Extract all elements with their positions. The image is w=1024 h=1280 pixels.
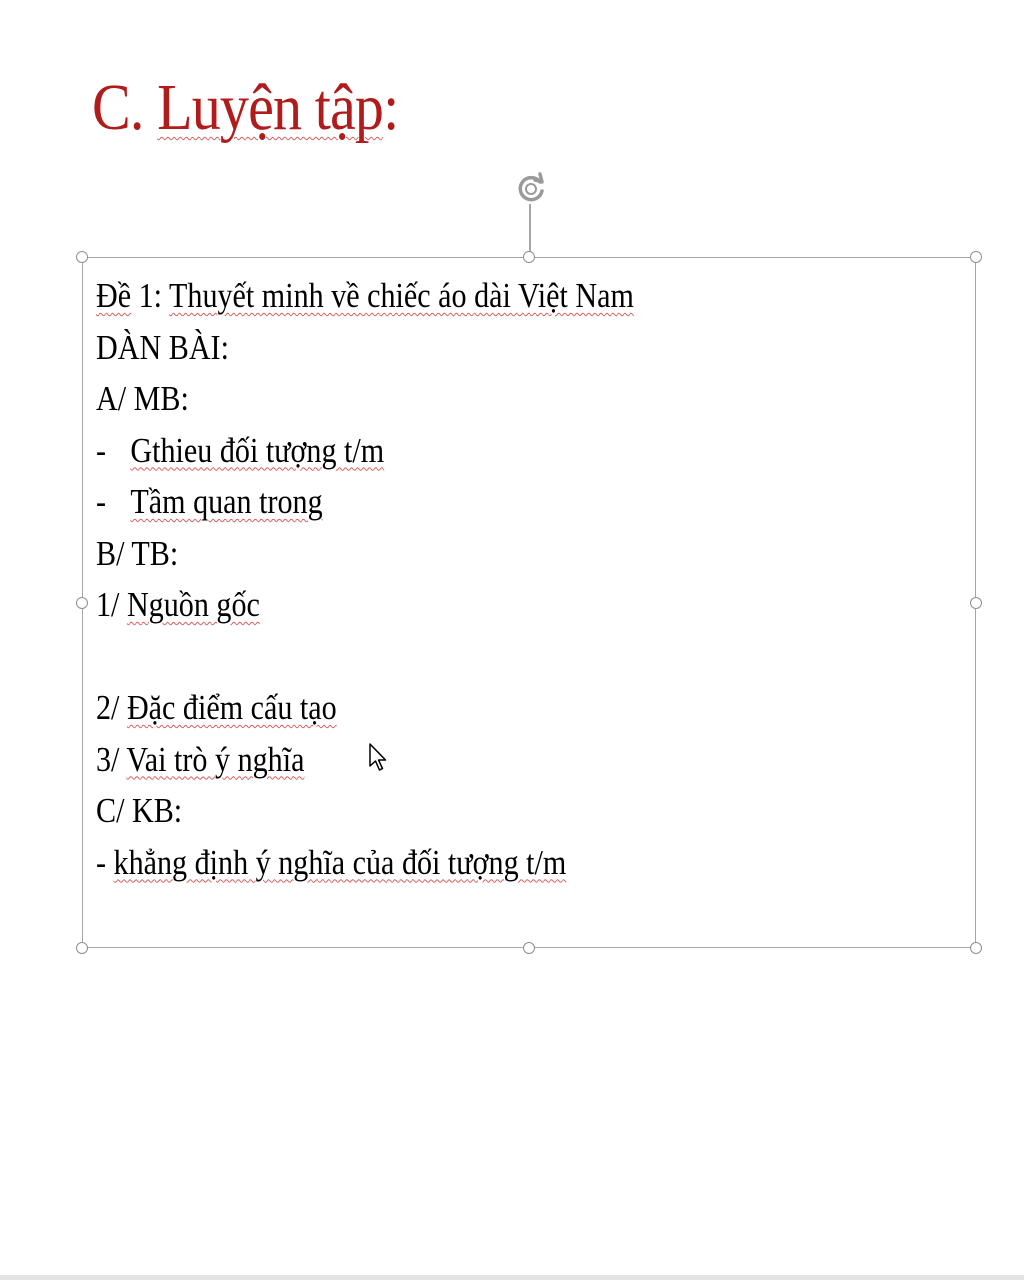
title-prefix: C. [92, 71, 158, 144]
body-item-number: 1/ [96, 585, 127, 624]
bullet-text: Gthieu đối tượng t/m [130, 430, 385, 470]
body-item [96, 734, 836, 786]
mouse-pointer-icon [368, 742, 388, 774]
section-intro-heading: A/ MB: [96, 379, 189, 418]
body-item [96, 682, 836, 734]
outline-heading: DÀN BÀI: [96, 327, 229, 367]
rotate-handle-stem [529, 204, 531, 256]
body-item-text: Nguồn gốc [126, 585, 260, 624]
blank-line [96, 631, 956, 683]
outline-textbox[interactable] [96, 270, 956, 888]
topic-label: Đề [96, 276, 132, 315]
bottom-edge [0, 1275, 1024, 1280]
body-item-text: Đặc điểm cấu tạo [126, 688, 337, 727]
conclusion-item-text: khẳng định ý nghĩa của đối tượng t/m [113, 842, 567, 882]
resize-handle-top-left[interactable] [76, 251, 88, 263]
body-item [96, 579, 836, 631]
bullet-item [96, 476, 836, 528]
bullet-marker: - [96, 482, 107, 521]
conclusion-item-marker: - [96, 842, 114, 882]
slide-title[interactable] [92, 68, 398, 148]
body-item-number: 3/ [96, 739, 127, 779]
conclusion-item [96, 837, 836, 889]
resize-handle-top-center[interactable] [523, 251, 535, 263]
bullet-item [96, 425, 836, 477]
resize-handle-bottom-left[interactable] [76, 942, 88, 954]
body-item-text: Vai trò ý nghĩa [126, 739, 305, 779]
resize-handle-middle-right[interactable] [970, 597, 982, 609]
topic-text: Thuyết minh về chiếc áo dài Việt Nam [169, 276, 634, 315]
resize-handle-bottom-right[interactable] [970, 942, 982, 954]
title-main: Luyện tập [157, 71, 384, 144]
section-body-heading: B/ TB: [96, 533, 179, 573]
section-conclusion-heading: C/ KB: [96, 791, 183, 830]
topic-number: 1: [131, 276, 170, 315]
bullet-marker: - [96, 430, 107, 470]
topic-line [96, 270, 836, 322]
resize-handle-top-right[interactable] [970, 251, 982, 263]
rotate-handle-icon[interactable] [512, 170, 550, 208]
resize-handle-middle-left[interactable] [76, 597, 88, 609]
body-item-number: 2/ [96, 688, 127, 727]
resize-handle-bottom-center[interactable] [523, 942, 535, 954]
title-suffix: : [383, 71, 399, 144]
bullet-text: Tầm quan trong [130, 482, 323, 521]
